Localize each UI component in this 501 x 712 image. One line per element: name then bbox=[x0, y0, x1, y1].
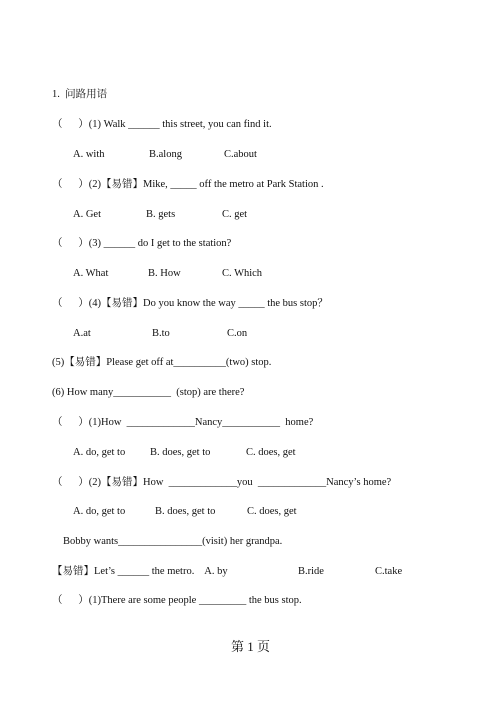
question-1: （ ）(1) Walk ______ this street, you can find it. bbox=[52, 119, 272, 130]
option-b: B. How bbox=[148, 268, 181, 279]
question-4: （ ）(4)【易错】Do you know the way _____ the bus stop？ bbox=[52, 298, 328, 309]
option-b: B. does, get to bbox=[150, 447, 211, 458]
option-b: B.along bbox=[149, 149, 182, 160]
question-6: (6) How many___________ (stop) are there? bbox=[52, 387, 245, 398]
option-b: B.ride bbox=[298, 566, 324, 577]
option-a: A. Get bbox=[73, 209, 101, 220]
option-b: B. does, get to bbox=[155, 506, 216, 517]
option-a: A. What bbox=[73, 268, 109, 279]
question-8: （ ）(2)【易错】How _____________you _____________Nancy’s home? bbox=[52, 477, 392, 488]
option-c: C. Which bbox=[222, 268, 263, 279]
question-2: （ ）(2)【易错】Mike, _____ off the metro at Park Station . bbox=[52, 179, 324, 190]
question-7: （ ）(1)How _____________Nancy___________ home? bbox=[52, 417, 314, 428]
option-a: A. do, get to bbox=[73, 506, 126, 517]
question-3: （ ）(3) ______ do I get to the station? bbox=[52, 238, 232, 249]
option-a: A. with bbox=[73, 149, 105, 160]
question-10: 【易错】Let’s ______ the metro. A. by bbox=[52, 566, 228, 577]
option-c: C.take bbox=[375, 566, 403, 577]
question-11: （ ）(1)There are some people _________ the bus stop. bbox=[52, 595, 302, 606]
option-a: A. do, get to bbox=[73, 447, 126, 458]
question-5: (5)【易错】Please get off at__________(two) stop. bbox=[52, 357, 272, 368]
option-a: A.at bbox=[73, 328, 91, 339]
option-c: C.on bbox=[227, 328, 248, 339]
option-c: C. get bbox=[222, 209, 248, 220]
option-c: C. does, get bbox=[247, 506, 297, 517]
section-heading: 1. 问路用语 bbox=[52, 89, 108, 100]
question-9: Bobby wants________________(visit) her grandpa. bbox=[63, 536, 283, 547]
option-c: C. does, get bbox=[246, 447, 296, 458]
page-number: 第 1 页 bbox=[230, 639, 270, 654]
option-b: B. gets bbox=[146, 209, 176, 220]
option-b: B.to bbox=[152, 328, 170, 339]
option-c: C.about bbox=[224, 149, 257, 160]
